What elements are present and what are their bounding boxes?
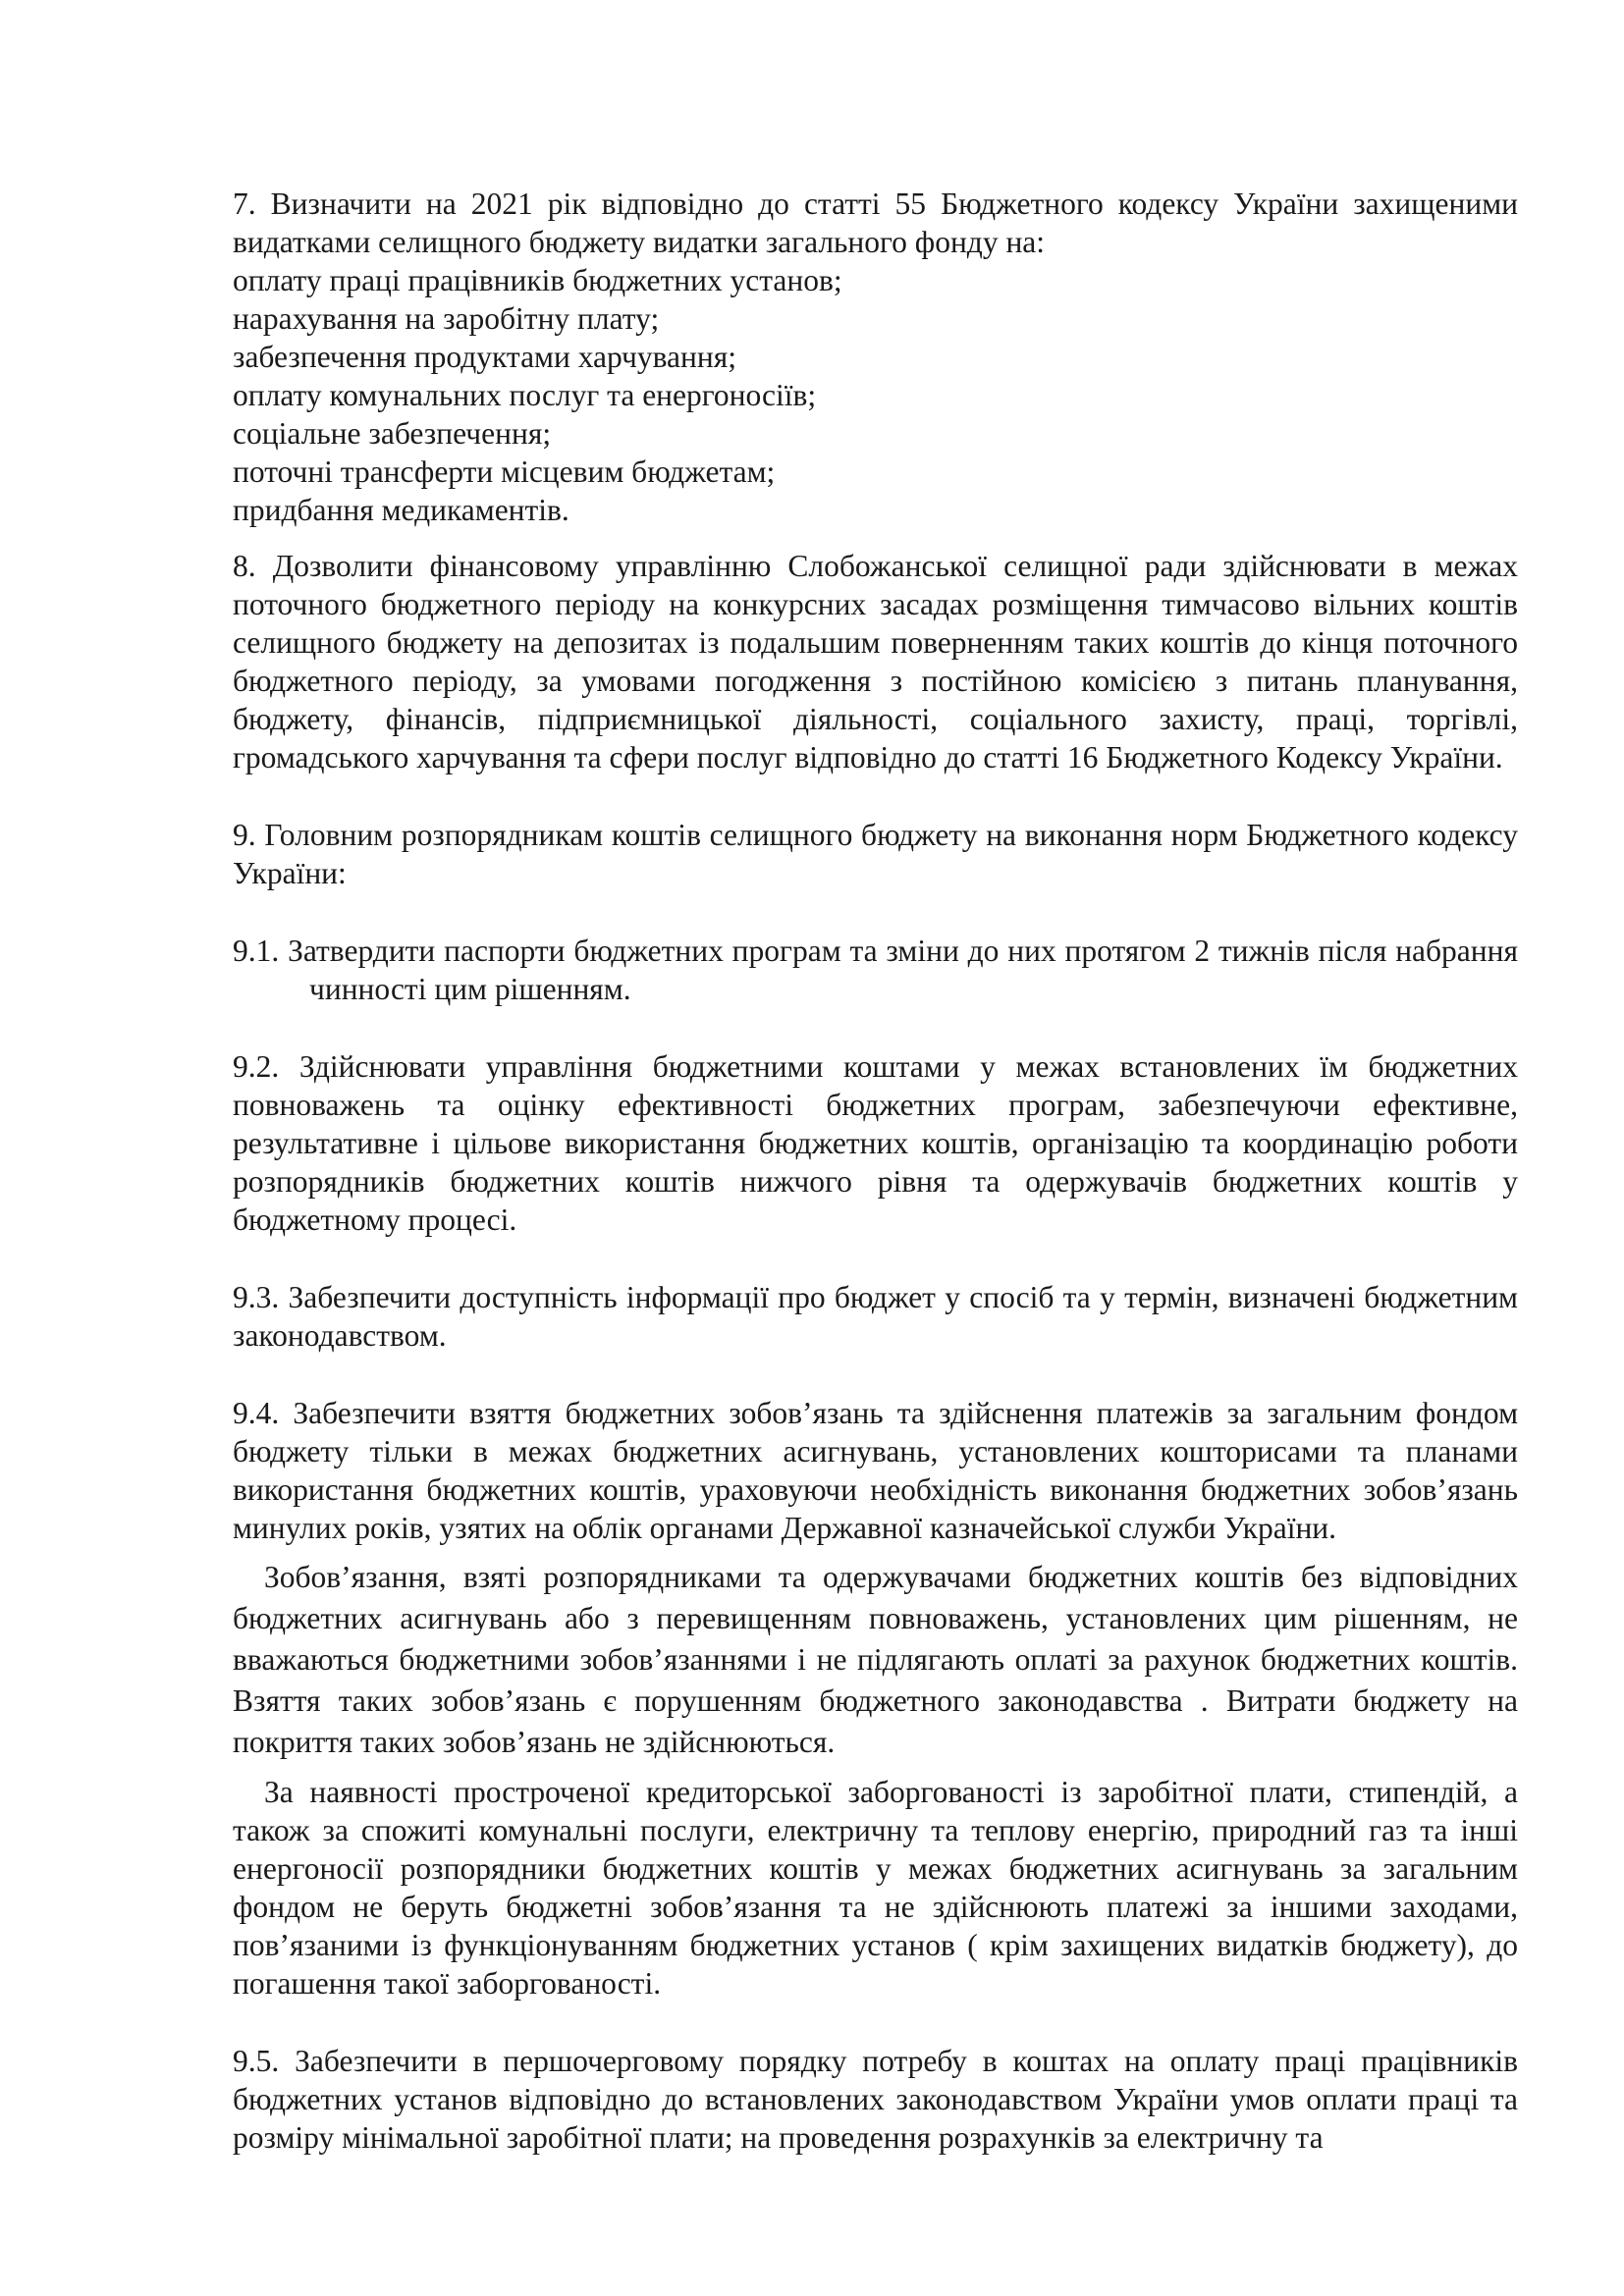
list-item: оплату комунальних послуг та енергоносіїв; (233, 378, 817, 412)
list-item: придбання медикаментів. (233, 493, 569, 527)
item-9-2: 9.2. Здійснювати управління бюджетними коштами у межах встановлених їм бюджетних повноважень та оцінку ефективності бюджетних програм, забезпечуючи ефективне, результативне і цільове використання бюджетних коштів, організацію та координацію роботи розпорядників бюджетних коштів нижчого рівня та одержувачів бюджетних коштів у бюджетному процесі. (233, 1049, 1518, 1237)
item-9-1: 9.1. Затвердити паспорти бюджетних програм та зміни до них протягом 2 тижнів після набрання чинності цим рішенням. (233, 934, 1518, 1006)
item-9-4-main: 9.4. Забезпечити взяття бюджетних зобов’язань та здійснення платежів за загальним фондом бюджету тільки в межах бюджетних асигнувань, установлених кошторисами та планами використання бюджетних коштів, ураховуючи необхідність виконання бюджетних зобов’язань минулих років, узятих на облік органами Державної казначейської служби України. (233, 1396, 1518, 1545)
list-item: нарахування на заробітну плату; (233, 301, 660, 336)
list-item: поточні трансферти місцевим бюджетам; (233, 454, 776, 489)
item-7-intro: 7. Визначити на 2021 рік відповідно до статті 55 Бюджетного кодексу України захищеними видатками селищного бюджету видатки загального фонду на: (233, 187, 1518, 259)
list-item: забезпечення продуктами харчування; (233, 340, 736, 374)
item-8: 8. Дозволити фінансовому управлінню Слобожанської селищної ради здійснювати в межах поточного бюджетного періоду на конкурсних засадах розміщення тимчасово вільних коштів селищного бюджету на депозитах із подальшим поверненням таких коштів до кінця поточного бюджетного періоду, за умовами погодження з постійною комісією з питань планування, бюджету, фінансів, підприємницької діяльності, соціального захисту, праці, торгівлі, громадського харчування та сфери послуг відповідно до статті 16 Бюджетного Кодексу України. (233, 549, 1518, 774)
item-9-5: 9.5. Забезпечити в першочерговому порядку потребу в коштах на оплату праці працівників бюджетних установ відповідно до встановлених законодавством України умов оплати праці та розміру мінімальної заробітної плати; на проведення розрахунків за електричну та (233, 2044, 1518, 2155)
item-9: 9. Головним розпорядникам коштів селищного бюджету на виконання норм Бюджетного кодексу України: (233, 818, 1518, 890)
item-9-4-arrears-paragraph: За наявності простроченої кредиторської заборгованості із заробітної плати, стипендій, а також за спожиті комунальні послуги, електричну та теплову енергію, природний газ та інші енергоносії розпорядники бюджетних коштів у межах бюджетних асигнувань за загальним фондом не беруть бюджетні зобов’язання та не здійснюють платежі за іншими заходами, пов’язаними із функціонуванням бюджетних установ ( крім захищених видатків бюджету), до погашення такої заборгованості. (233, 1775, 1518, 2001)
item-9-4 (233, 1394, 1518, 2002)
protected-expenses-list (233, 261, 1518, 529)
item-7 (233, 185, 1518, 529)
item-9-4-obligations-paragraph: Зобов’язання, взяті розпорядниками та одержувачами бюджетних коштів без відповідних бюджетних асигнувань або з перевищенням повноважень, установлених цим рішенням, не вважаються бюджетними зобов’язаннями і не підлягають оплаті за рахунок бюджетних коштів. Взяття таких зобов’язань є порушенням бюджетного законодавства . Витрати бюджету на покриття таких зобов’язань не здійснюються. (233, 1560, 1518, 1759)
list-item: оплату праці працівників бюджетних установ; (233, 263, 842, 297)
list-item: соціальне забезпечення; (233, 416, 552, 451)
item-9-3: 9.3. Забезпечити доступність інформації про бюджет у спосіб та у термін, визначені бюджетним законодавством. (233, 1280, 1518, 1353)
